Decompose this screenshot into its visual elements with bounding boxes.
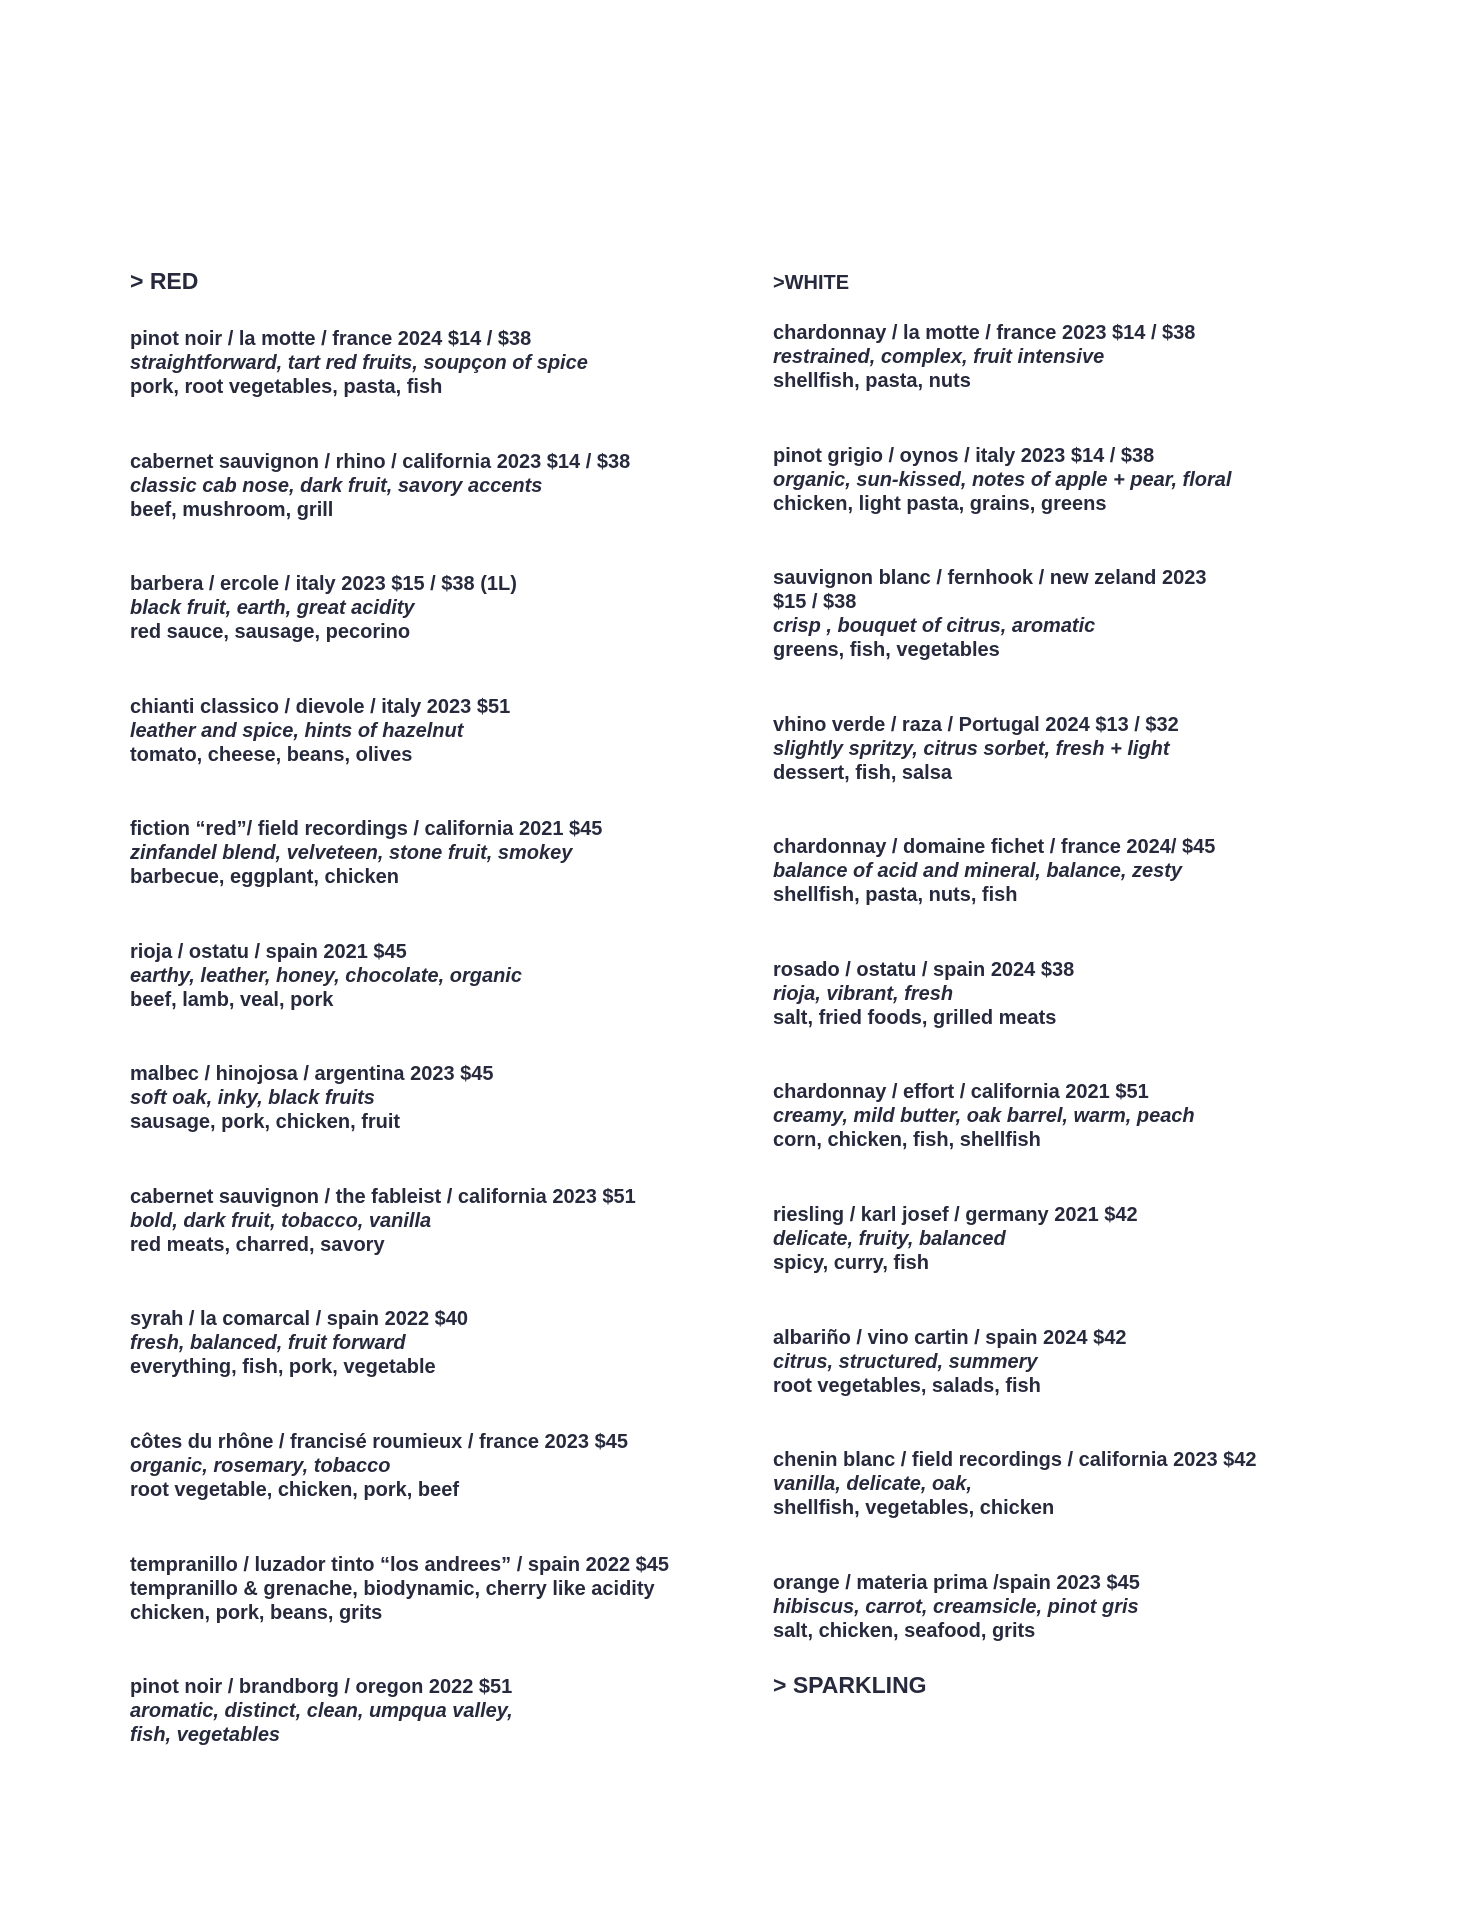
wine-name: vhino verde / raza / Portugal 2024 $13 / $32 xyxy=(773,714,1179,736)
red-heading: > RED xyxy=(130,268,199,294)
wine-name: cabernet sauvignon / rhino / california 2023 $14 / $38 xyxy=(130,451,631,473)
wine-notes: tempranillo & grenache, biodynamic, cherry like acidity xyxy=(130,1578,655,1600)
wine-pairing: salt, chicken, seafood, grits xyxy=(773,1620,1036,1642)
wine-name: syrah / la comarcal / spain 2022 $40 xyxy=(130,1308,468,1330)
wine-entry xyxy=(773,1448,1463,1520)
wine-entry xyxy=(773,321,1463,393)
wine-pairing: everything, fish, pork, vegetable xyxy=(130,1356,436,1378)
wine-pairing: chicken, light pasta, grains, greens xyxy=(773,493,1107,515)
sparkling-heading: > SPARKLING xyxy=(773,1672,927,1698)
wine-entry xyxy=(130,327,770,399)
wine-entry xyxy=(773,566,1463,662)
wine-pairing: barbecue, eggplant, chicken xyxy=(130,866,399,888)
wine-name: pinot noir / brandborg / oregon 2022 $51 xyxy=(130,1676,513,1698)
wine-notes: hibiscus, carrot, creamsicle, pinot gris xyxy=(773,1596,1139,1618)
wine-pairing: chicken, pork, beans, grits xyxy=(130,1602,383,1624)
wine-name: côtes du rhône / francisé roumieux / france 2023 $45 xyxy=(130,1431,628,1453)
wine-pairing: pork, root vegetables, pasta, fish xyxy=(130,376,443,398)
wine-notes: slightly spritzy, citrus sorbet, fresh + light xyxy=(773,738,1170,760)
wine-pairing: shellfish, pasta, nuts, fish xyxy=(773,884,1018,906)
wine-entry xyxy=(773,1203,1463,1275)
wine-name: chardonnay / effort / california 2021 $51 xyxy=(773,1081,1149,1103)
wine-price: $15 / $38 xyxy=(773,591,857,613)
wine-pairing: salt, fried foods, grilled meats xyxy=(773,1007,1057,1029)
wine-pairing: shellfish, vegetables, chicken xyxy=(773,1497,1055,1519)
wine-notes: straightforward, tart red fruits, soupçon of spice xyxy=(130,352,588,374)
wine-name: albariño / vino cartin / spain 2024 $42 xyxy=(773,1327,1127,1349)
wine-pairing: root vegetable, chicken, pork, beef xyxy=(130,1479,459,1501)
wine-entry xyxy=(130,1430,770,1502)
wine-entry xyxy=(773,958,1463,1030)
wine-entry xyxy=(130,1185,770,1257)
wine-pairing: spicy, curry, fish xyxy=(773,1252,929,1274)
wine-pairing: red sauce, sausage, pecorino xyxy=(130,621,411,643)
wine-entry xyxy=(130,1062,770,1134)
wine-pairing: shellfish, pasta, nuts xyxy=(773,370,971,392)
wine-name: tempranillo / luzador tinto “los andrees” / spain 2022 $45 xyxy=(130,1554,670,1576)
wine-entry xyxy=(130,940,770,1012)
wine-notes: restrained, complex, fruit intensive xyxy=(773,346,1105,368)
wine-notes: black fruit, earth, great acidity xyxy=(130,597,415,619)
wine-notes: bold, dark fruit, tobacco, vanilla xyxy=(130,1210,432,1232)
wine-pairing: beef, mushroom, grill xyxy=(130,499,334,521)
wine-name: riesling / karl josef / germany 2021 $42 xyxy=(773,1204,1138,1226)
wine-entry xyxy=(130,1307,770,1379)
wine-entry xyxy=(130,695,770,767)
wine-entry xyxy=(130,450,770,522)
wine-notes: zinfandel blend, velveteen, stone fruit, smokey xyxy=(130,842,573,864)
wine-notes: balance of acid and mineral, balance, zesty xyxy=(773,860,1183,882)
wine-notes: organic, sun-kissed, notes of apple + pear, floral xyxy=(773,469,1232,491)
wine-pairing: tomato, cheese, beans, olives xyxy=(130,744,413,766)
wine-notes: classic cab nose, dark fruit, savory accents xyxy=(130,475,543,497)
wine-name: barbera / ercole / italy 2023 $15 / $38 (1L) xyxy=(130,573,517,595)
wine-pairing: fish, vegetables xyxy=(130,1724,281,1746)
wine-notes: delicate, fruity, balanced xyxy=(773,1228,1006,1250)
wine-name: rosado / ostatu / spain 2024 $38 xyxy=(773,959,1075,981)
wine-entry xyxy=(773,1326,1463,1398)
wine-name: pinot grigio / oynos / italy 2023 $14 / $38 xyxy=(773,445,1155,467)
wine-name: chenin blanc / field recordings / california 2023 $42 xyxy=(773,1449,1257,1471)
wine-notes: citrus, structured, summery xyxy=(773,1351,1038,1373)
wine-pairing: corn, chicken, fish, shellfish xyxy=(773,1129,1041,1151)
wine-entry xyxy=(130,1675,770,1747)
wine-entry xyxy=(130,1553,770,1625)
wine-name: chardonnay / la motte / france 2023 $14 / $38 xyxy=(773,322,1196,344)
wine-notes: organic, rosemary, tobacco xyxy=(130,1455,391,1477)
wine-entry xyxy=(773,713,1463,785)
wine-notes: rioja, vibrant, fresh xyxy=(773,983,954,1005)
wine-notes: fresh, balanced, fruit forward xyxy=(130,1332,406,1354)
wine-name: rioja / ostatu / spain 2021 $45 xyxy=(130,941,407,963)
wine-pairing: dessert, fish, salsa xyxy=(773,762,952,784)
wine-entry xyxy=(773,835,1463,907)
wine-name: sauvignon blanc / fernhook / new zeland 2023 xyxy=(773,567,1207,589)
wine-notes: crisp , bouquet of citrus, aromatic xyxy=(773,615,1096,637)
wine-name: pinot noir / la motte / france 2024 $14 / $38 xyxy=(130,328,532,350)
wine-notes: earthy, leather, honey, chocolate, organic xyxy=(130,965,522,987)
wine-notes: soft oak, inky, black fruits xyxy=(130,1087,375,1109)
white-heading: >WHITE xyxy=(773,272,850,294)
wine-pairing: sausage, pork, chicken, fruit xyxy=(130,1111,401,1133)
wine-pairing: root vegetables, salads, fish xyxy=(773,1375,1041,1397)
wine-entry xyxy=(773,444,1463,516)
wine-notes: vanilla, delicate, oak, xyxy=(773,1473,972,1495)
wine-name: cabernet sauvignon / the fableist / california 2023 $51 xyxy=(130,1186,636,1208)
wine-notes: leather and spice, hints of hazelnut xyxy=(130,720,464,742)
wine-name: fiction “red”/ field recordings / california 2021 $45 xyxy=(130,818,603,840)
wine-notes: creamy, mild butter, oak barrel, warm, peach xyxy=(773,1105,1195,1127)
wine-name: malbec / hinojosa / argentina 2023 $45 xyxy=(130,1063,494,1085)
wine-entry xyxy=(130,817,770,889)
wine-pairing: greens, fish, vegetables xyxy=(773,639,1000,661)
wine-name: orange / materia prima /spain 2023 $45 xyxy=(773,1572,1140,1594)
wine-pairing: red meats, charred, savory xyxy=(130,1234,385,1256)
wine-entry xyxy=(773,1080,1463,1152)
wine-entry xyxy=(130,572,770,644)
wine-notes: aromatic, distinct, clean, umpqua valley, xyxy=(130,1700,513,1722)
wine-entry xyxy=(773,1571,1463,1643)
wine-name: chardonnay / domaine fichet / france 2024/ $45 xyxy=(773,836,1216,858)
wine-pairing: beef, lamb, veal, pork xyxy=(130,989,334,1011)
wine-name: chianti classico / dievole / italy 2023 $51 xyxy=(130,696,511,718)
